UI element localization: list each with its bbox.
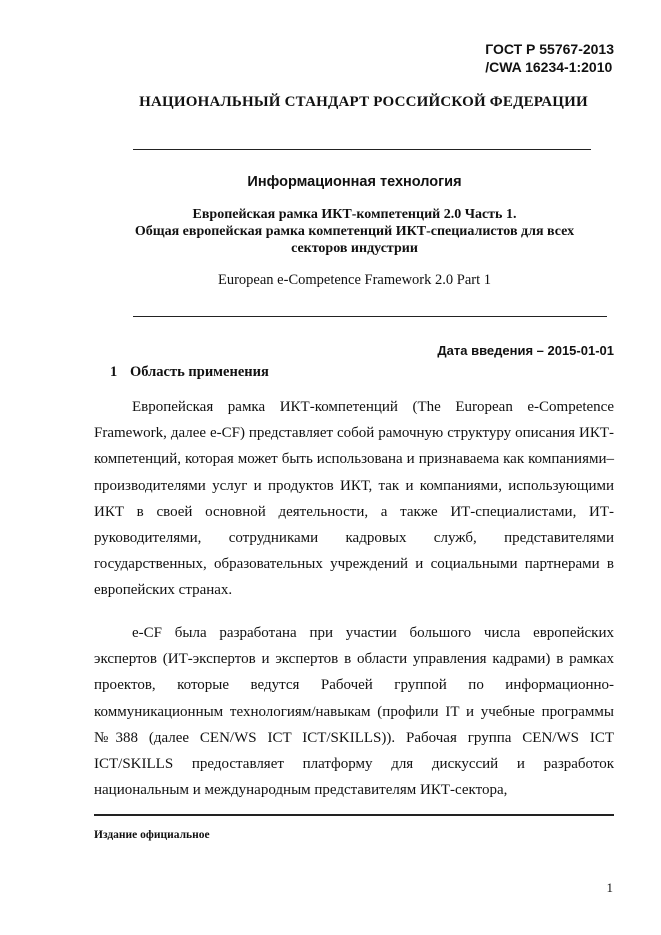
footer-divider: [94, 814, 614, 816]
standard-code-cwa: /CWA 16234-1:2010: [485, 59, 613, 75]
section-heading: [110, 364, 269, 381]
document-title-line-1: Европейская рамка ИКТ-компетенций 2.0 Часть 1.: [192, 207, 517, 222]
edition-note: Издание официальное: [94, 829, 210, 841]
title-divider: [133, 316, 607, 317]
document-title-english: European e-Competence Framework 2.0 Part 1: [218, 272, 491, 288]
document-title-line-2: Общая европейская рамка компетенций ИКТ-специалистов для всех: [134, 224, 575, 239]
national-standard-heading: НАЦИОНАЛЬНЫЙ СТАНДАРТ РОССИЙСКОЙ ФЕДЕРАЦИИ: [139, 94, 588, 110]
standard-code: [485, 40, 614, 76]
section-number: 1: [110, 364, 118, 380]
document-title: [100, 206, 609, 257]
document-title-line-3: секторов индустрии: [291, 241, 418, 256]
body-paragraph-2: e-CF была разработана при участии большого числа европейских экспертов (ИТ-экспертов и экспертов в области управления кадрами) в рамках проектов, которые ведутся Рабочей группой по информационно-коммуникационным технологиям/навыкам (профили IT и учебные программы №388 (далее CEN/WS ICT ICT/SKILLS)). Рабочая группа CEN/WS ICT ICT/SKILLS предоставляет платформу для дискуссий и разработок национальным и международным представителям ИКТ-сектора,: [94, 625, 614, 799]
standard-code-gost: ГОСТ Р 55767-2013: [485, 41, 614, 57]
body-paragraph-1: Европейская рамка ИКТ-компетенций (The European e-Competence Framework, далее e-CF) представляет собой рамочную структуру описания ИКТ-компетенций, которая может быть использована и признаваема как компаниями–производителями услуг и продуктов ИКТ, так и компаниями, использующими ИКТ в своей основной деятельности, а также ИТ-специалистами, ИТ-руководителями, сотрудниками кадровых служб, представителями государственных, образовательных учреждений и социальными партнерами в европейских странах.: [94, 399, 614, 599]
introduction-date: Дата введения – 2015-01-01: [437, 343, 614, 358]
section-title: Информационная технология: [247, 174, 462, 190]
page-number: 1: [606, 880, 613, 895]
top-divider: [133, 149, 591, 150]
section-heading-text: Область применения: [130, 364, 269, 380]
